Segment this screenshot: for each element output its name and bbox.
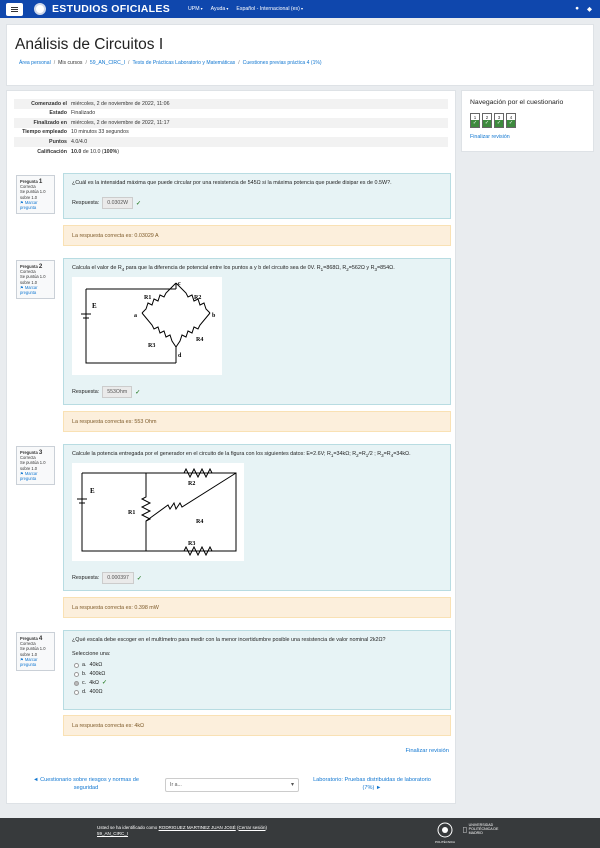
svg-text:R4: R4: [196, 337, 204, 343]
question-info: Pregunta 3 Correcta Se puntúa 1.0 sobre 1.0 ⚑ Marcar pregunta: [16, 446, 55, 485]
finish-review-link[interactable]: Finalizar revisión: [405, 748, 449, 754]
previous-activity-link[interactable]: ◄ Cuestionario sobre riesgos y normas de seguridad: [33, 777, 139, 791]
flag-question-link[interactable]: ⚑ Marcar pregunta: [20, 199, 38, 211]
generator-circuit-diagram: [72, 463, 244, 561]
correct-check-icon: ✓: [508, 120, 514, 126]
flag-question-link[interactable]: ⚑ Marcar pregunta: [20, 656, 38, 668]
menu-ayuda[interactable]: Ayuda ▾: [211, 6, 229, 12]
breadcrumb-tests[interactable]: Tests de Prácticas Laboratorio y Matemáticas: [132, 60, 236, 66]
svg-text:R2: R2: [188, 481, 196, 487]
svg-text:R1: R1: [128, 510, 136, 516]
login-info: Usted se ha identificado como RODRIGUEZ MARTINEZ JUAN JOSÉ (Cerrar sesión) 59_AN_CIRC_I: [97, 825, 268, 836]
chat-icon[interactable]: ◆: [587, 6, 592, 13]
option-d[interactable]: d. 400Ω: [72, 688, 442, 697]
site-brand[interactable]: ESTUDIOS OFICIALES: [52, 3, 170, 15]
flag-question-link[interactable]: ⚑ Marcar pregunta: [20, 470, 38, 482]
correct-check-icon: ✓: [136, 575, 142, 582]
footer-course-link[interactable]: 59_AN_CIRC_I: [97, 831, 129, 836]
top-navbar: [0, 0, 600, 18]
upm-footer-logo: UNIVERSIDAD POLITÉCNICA DE MADRID: [463, 823, 501, 843]
question-info: Pregunta 4 Correcta Se puntúa 1.0 sobre 1.0 ⚑ Marcar pregunta: [16, 632, 55, 671]
page-title: Análisis de Circuitos I: [15, 36, 164, 53]
answer-input[interactable]: 0.0302W: [102, 197, 133, 209]
question-content: Calcule la potencia entregada por el generador en el circuito de la figura con los siguientes datos: E=2.6V; $R_1=34k\Omega$; $R_2=R_1/2$ ; $R_3=R_4=34k\Omega$. E R1 R2 R3 R4 Respuesta: 0.000397 ✓: [63, 444, 451, 591]
hamburger-icon: [11, 7, 18, 12]
correct-answer-feedback: La respuesta correcta es: 0.03029 A: [63, 225, 451, 246]
main-region: [6, 90, 456, 804]
question-content: ¿Qué escala debe escoger en el multímetro para medir con la menor incertidumbre posible una resistencia de valor nominal 2k2Ω? Seleccione una: a. 40kΩ b. 400kΩ c. 4kΩ ✓ d. 400Ω: [63, 630, 451, 710]
svg-text:d: d: [178, 353, 182, 359]
svg-text:R3: R3: [148, 343, 156, 349]
page-footer: [0, 818, 600, 848]
svg-text:E: E: [90, 487, 95, 495]
upm-logo-icon[interactable]: [34, 3, 46, 15]
question-info: Pregunta 2 Correcta Se puntúa 1.0 sobre 1.0 ⚑ Marcar pregunta: [16, 260, 55, 299]
question-nav-button-1[interactable]: 1 ✓: [470, 113, 480, 128]
correct-check-icon: ✓: [472, 120, 478, 126]
quiz-navigation-block: [461, 90, 594, 152]
upm-crest-icon: [463, 823, 467, 837]
svg-text:R3: R3: [188, 541, 196, 547]
question-content: Calcula el valor de $R_4$ para que la diferencia de potencial entre los puntos a y b del circuito sea de 0V. $R_1=868\Omega$, $R_2=562\Omega$ y $R_3=854\Omega$. E R1 R2 R3 R4 a b c d Respuesta: 553Ohm ✓: [63, 258, 451, 405]
logout-link[interactable]: Cerrar sesión: [238, 825, 266, 830]
correct-check-icon: ✓: [136, 200, 142, 207]
radio-button[interactable]: [74, 672, 79, 677]
breadcrumb: Área personal / Mis cursos / 59_AN_CIRC_I / Tests de Prácticas Laboratorio y Matemáticas / Cuestiones previas práctica 4 (1%): [19, 60, 322, 66]
svg-text:R1: R1: [144, 295, 152, 301]
answer-input[interactable]: 0.000397: [102, 572, 134, 584]
correct-answer-feedback: La respuesta correcta es: 0.398 mW: [63, 597, 451, 618]
finish-review-side-link[interactable]: Finalizar revisión: [470, 134, 510, 140]
page-header: [6, 24, 594, 86]
option-c[interactable]: c. 4kΩ ✓: [72, 679, 442, 688]
politecnica-logo-icon: [434, 821, 456, 845]
question-nav-button-2[interactable]: 2 ✓: [482, 113, 492, 128]
answer-input[interactable]: 553Ohm: [102, 386, 132, 398]
option-b[interactable]: b. 400kΩ: [72, 670, 442, 679]
svg-text:c: c: [178, 281, 181, 287]
user-profile-link[interactable]: RODRIGUEZ MARTINEZ JUAN JOSÉ: [158, 825, 236, 830]
correct-check-icon: ✓: [101, 680, 107, 686]
bridge-circuit-diagram: [72, 277, 222, 375]
correct-check-icon: ✓: [135, 389, 141, 396]
breadcrumb-area-personal[interactable]: Área personal: [19, 60, 51, 66]
svg-text:E: E: [92, 302, 97, 310]
svg-text:R4: R4: [196, 519, 204, 525]
question-nav-button-3[interactable]: 3 ✓: [494, 113, 504, 128]
correct-check-icon: ✓: [496, 120, 502, 126]
option-a[interactable]: a. 40kΩ: [72, 661, 442, 670]
attempt-summary-table: Comenzado el miércoles, 2 de noviembre de 2022, 11:06 Estado Finalizado Finalizado en miércoles, 2 de noviembre de 2022, 11:17 Tiempo empleado 10 minutos 33 segundos Puntos 4.0/4.0 Calificación 10.0 de 10.0 (100%): [14, 99, 448, 156]
jump-to-select[interactable]: Ir a... ▾: [165, 778, 299, 792]
question-nav-buttons: [470, 113, 516, 128]
correct-answer-feedback: La respuesta correcta es: 4kΩ: [63, 715, 451, 736]
breadcrumb-mis-cursos: Mis cursos: [58, 60, 83, 66]
radio-button[interactable]: [74, 663, 79, 668]
quiz-navigation-title: Navegación por el cuestionario: [470, 99, 564, 106]
radio-button[interactable]: [74, 690, 79, 695]
menu-language[interactable]: Español - Internacional (es) ▾: [236, 6, 303, 12]
svg-text:R2: R2: [194, 295, 202, 301]
answer-options: [72, 661, 442, 697]
radio-button-selected[interactable]: [74, 681, 79, 686]
flag-question-link[interactable]: ⚑ Marcar pregunta: [20, 284, 38, 296]
correct-check-icon: ✓: [484, 120, 490, 126]
menu-toggle-button[interactable]: [6, 3, 23, 16]
breadcrumb-course[interactable]: 59_AN_CIRC_I: [89, 60, 126, 66]
svg-text:a: a: [134, 313, 137, 319]
question-content: ¿Cuál es la intensidad máxima que puede circular por una resistencia de 545Ω si la máxima potencia que puede disipar es de 0.5W?. Respuesta: 0.0302W ✓: [63, 173, 451, 219]
question-info: Pregunta 1 Correcta Se puntúa 1.0 sobre 1.0 ⚑ Marcar pregunta: [16, 175, 55, 214]
menu-upm[interactable]: UPM ▾: [188, 6, 203, 12]
correct-answer-feedback: La respuesta correcta es: 553 Ohm: [63, 411, 451, 432]
breadcrumb-quiz[interactable]: Cuestiones previas práctica 4 (1%): [242, 60, 322, 66]
svg-text:POLITÉCNICA: POLITÉCNICA: [434, 840, 456, 844]
question-nav-button-4[interactable]: 4 ✓: [506, 113, 516, 128]
bell-icon[interactable]: ●: [575, 5, 579, 12]
svg-text:b: b: [212, 313, 216, 319]
next-activity-link[interactable]: Laboratorio: Pruebas distribuidas de laboratorio (7%) ►: [313, 777, 431, 791]
